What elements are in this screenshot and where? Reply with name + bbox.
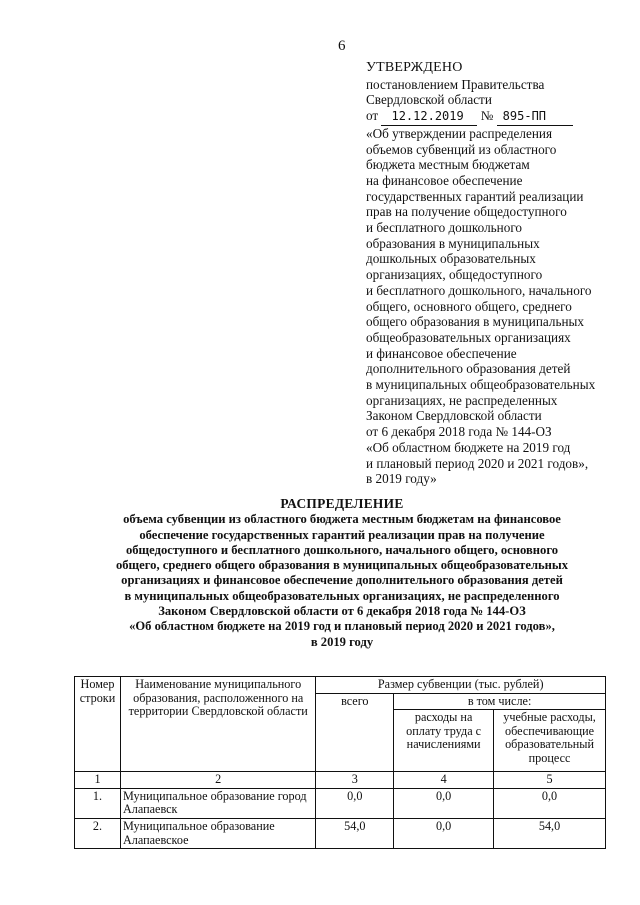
column-number: 2 (120, 772, 315, 789)
column-number: 3 (316, 772, 394, 789)
header-labor: расходы на оплату труда с начислениями (394, 710, 494, 772)
title-line: общедоступного и бесплатного дошкольного, начального общего, основного (125, 542, 559, 557)
column-number: 1 (75, 772, 121, 789)
title-line: в 2019 году (310, 634, 374, 649)
row-total: 0,0 (316, 788, 394, 818)
row-labor: 0,0 (394, 788, 494, 818)
row-total: 54,0 (316, 818, 394, 848)
approval-line: организациях, не распределенных (366, 392, 558, 408)
approval-number: 895-ПП (497, 109, 573, 126)
approval-line: объемов субвенций из областного (366, 141, 557, 157)
row-name: Муниципальное образование Алапаевское (120, 818, 315, 848)
title-line: общего, среднего общего образования в муниципальных общеобразовательных (115, 558, 569, 573)
title-line: в муниципальных общеобразовательных организациях, не распределенного (124, 588, 560, 603)
approval-line: дошкольных образовательных (366, 251, 536, 267)
title-line: объема субвенции из областного бюджета местным бюджетам на финансовое (123, 512, 561, 527)
table-row (75, 818, 606, 848)
approval-line: на финансовое обеспечение (366, 172, 523, 188)
approval-line: «Об утверждении распределения (366, 125, 553, 141)
approval-line: и бесплатного дошкольного (366, 220, 522, 236)
approval-line: в муниципальных общеобразовательных (366, 377, 596, 393)
approval-date-line (366, 108, 628, 126)
title-line: Законом Свердловской области от 6 декабря 2018 года № 144-ОЗ (158, 604, 526, 619)
title-line: «Об областном бюджете на 2019 год и плановый период 2020 и 2021 годов», (129, 619, 555, 634)
approval-line: Законом Свердловской области (366, 408, 542, 424)
approval-heading: УТВЕРЖДЕНО (366, 60, 463, 75)
number-prefix: № (480, 108, 494, 124)
approval-line: общеобразовательных организациях (366, 329, 571, 345)
header-subsidy-size: Размер субвенции (тыс. рублей) (316, 677, 606, 694)
distribution-table (74, 676, 606, 849)
approval-line: дополнительного образования детей (366, 361, 571, 377)
approval-line: прав на получение общедоступного (366, 204, 567, 220)
table-row (75, 788, 606, 818)
approval-line: постановлением Правительства (366, 76, 545, 92)
document-title (62, 496, 622, 650)
row-education: 54,0 (494, 818, 606, 848)
row-name: Муниципальное образование город Алапаевск (120, 788, 315, 818)
approval-stamp (366, 60, 628, 487)
approval-line: государственных гарантий реализации (366, 188, 584, 204)
header-education: учебные расходы, обеспечивающие образовательный процесс (494, 710, 606, 772)
approval-line: Свердловской области (366, 92, 492, 108)
date-prefix: от (366, 108, 379, 124)
title-line: обеспечение государственных гарантий реализации прав на получение (139, 527, 545, 542)
approval-line: бюджета местным бюджетам (366, 157, 530, 173)
approval-line: образования в муниципальных (366, 235, 540, 251)
row-number: 2. (75, 818, 121, 848)
header-name: Наименование муниципального образования, расположенного на территории Свердловской области (120, 677, 315, 772)
header-including: в том числе: (394, 693, 606, 710)
row-education: 0,0 (494, 788, 606, 818)
approval-line: «Об областном бюджете на 2019 год (366, 439, 571, 455)
header-row-number: Номер строки (75, 677, 121, 772)
column-number: 5 (494, 772, 606, 789)
row-labor: 0,0 (394, 818, 494, 848)
approval-line: от 6 декабря 2018 года № 144-ОЗ (366, 424, 552, 440)
approval-line: и бесплатного дошкольного, начального (366, 282, 592, 298)
header-total: всего (316, 693, 394, 772)
approval-line: общего образования в муниципальных (366, 314, 584, 330)
page-number: 6 (338, 38, 346, 54)
approval-line: и финансовое обеспечение (366, 345, 517, 361)
row-number: 1. (75, 788, 121, 818)
approval-date: 12.12.2019 (381, 109, 477, 126)
approval-line: и плановый период 2020 и 2021 годов», (366, 455, 589, 471)
approval-line: общего, основного общего, среднего (366, 298, 572, 314)
column-number: 4 (394, 772, 494, 789)
approval-line: в 2019 году» (366, 471, 437, 487)
title-main: РАСПРЕДЕЛЕНИЕ (280, 496, 404, 511)
approval-line: организациях, общедоступного (366, 267, 543, 283)
title-line: организациях и финансовое обеспечение дополнительного образования детей (121, 573, 563, 588)
